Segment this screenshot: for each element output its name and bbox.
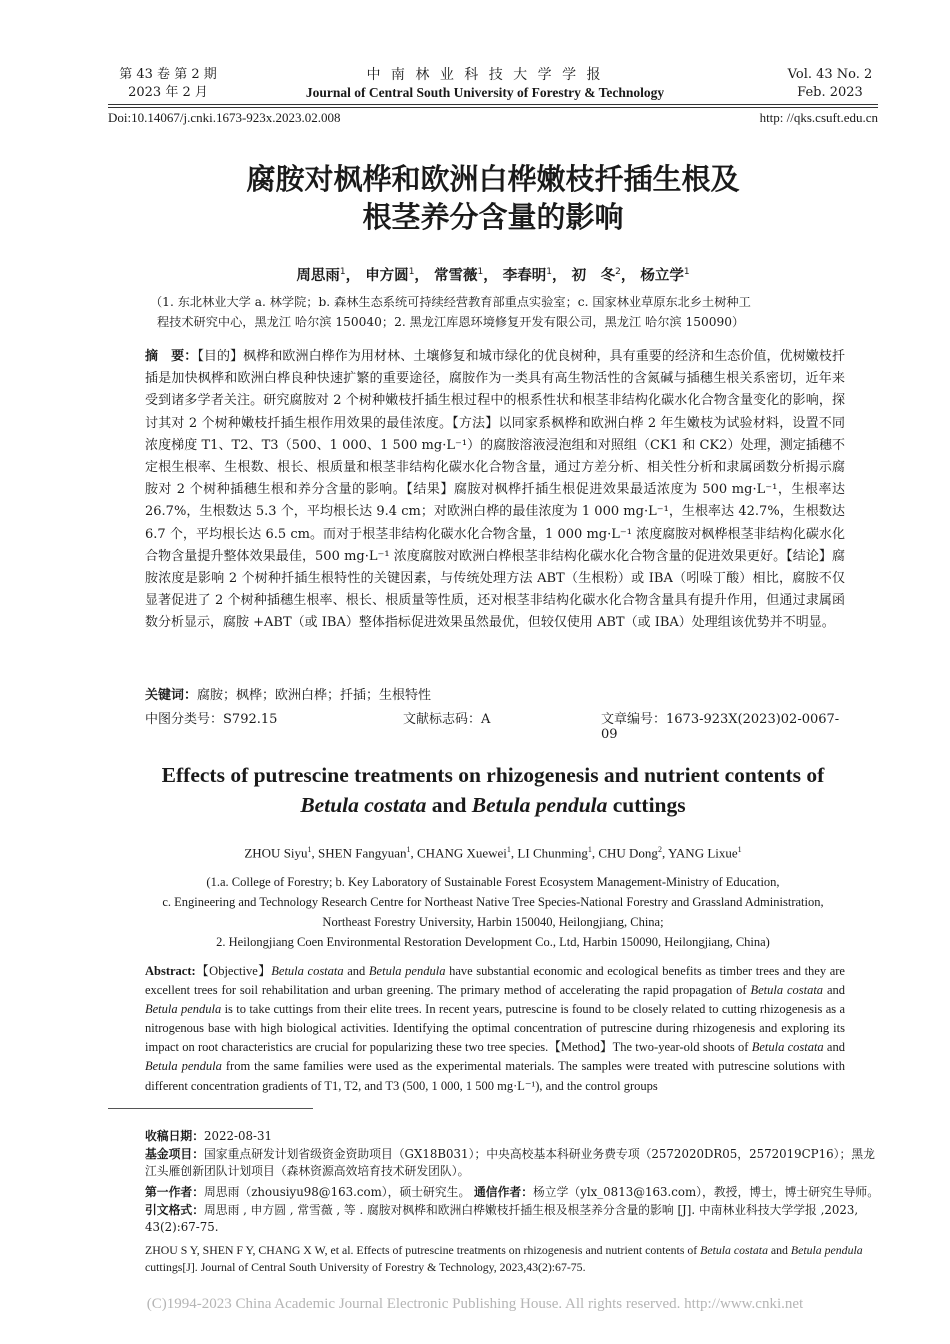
abstract-zh	[145, 346, 845, 635]
footnote-citation-en	[145, 1242, 880, 1276]
author-name: 周思雨	[296, 268, 340, 284]
author-name-en: LI Chunming	[517, 845, 588, 861]
abstract-en-segment: is to take cuttings from their elite trees. In recent years, putrescine is found to be closely related to cutting rhizogenesis as a nitrogenous base with high biological activities. Identifying the optimal concentration of putrescine during rhizogenesis and exploring its impact on root characteristics are crucial for popularizing these two tree species.【Method】The two-year-old shoots of	[145, 1002, 845, 1055]
author-affil-mark: 2	[615, 267, 621, 278]
author-affil-mark: 1	[339, 267, 346, 278]
clc-value: S792.15	[223, 712, 278, 727]
author-affil-mark: 1	[546, 267, 553, 278]
abstract-en-label: Abstract:	[145, 964, 196, 978]
species-name: Betula costata	[300, 793, 427, 817]
species-name: Betula costata	[700, 1243, 768, 1257]
article-title-en	[108, 760, 878, 820]
affiliation-en-line: c. Engineering and Technology Research Centre for Northeast Native Tree Species-National Forestry and Grassland Administration,	[162, 895, 824, 909]
corresponding-author-label: 通信作者：	[474, 1185, 533, 1199]
species-name: Betula pendula	[790, 1243, 863, 1257]
abstract-en-segment: have substantial economic and ecological benefits as timber trees and they are excellent trees for soil rehabilitation and urban greening. The primary method of accelerating the rapid propagation of	[145, 964, 845, 998]
abstract-en-segment: and	[343, 964, 369, 978]
author-name: 申方圆	[365, 268, 409, 284]
received-label: 收稿日期：	[145, 1129, 204, 1143]
author-affil-mark: 1	[683, 267, 690, 278]
header-journal	[250, 66, 720, 102]
article-number-value: 1673-923X(2023)02-0067-09	[601, 712, 840, 742]
first-author-text: 周思雨（zhousiyu98@163.com），硕士研究生。	[204, 1185, 471, 1199]
citation-en-conjunction: and	[767, 1243, 791, 1257]
author-affil-mark: 1	[477, 267, 484, 278]
article-number-label: 文章编号：	[601, 712, 667, 727]
doi-link[interactable]: Doi:10.14067/j.cnki.1673-923x.2023.02.008	[108, 110, 341, 125]
species-name: Betula pendula	[368, 964, 446, 978]
header-volume-issue-en: Vol. 43 No. 2	[787, 67, 873, 82]
header-rule-thick	[108, 104, 878, 105]
received-date: 2022-08-31	[204, 1129, 273, 1143]
clc-label: 中图分类号：	[145, 712, 224, 727]
article-title-zh-line1: 腐胺对枫桦和欧洲白桦嫩枝扦插生根及	[246, 162, 740, 196]
header-rule-thin	[108, 107, 878, 108]
abstract-zh-text: 【目的】枫桦和欧洲白桦作为用材林、土壤修复和城市绿化的优良树种，具有重要的经济和生态价值，优树嫩枝扦插是加快枫桦和欧洲白桦良种快速扩繁的重要途径，腐胺作为一类具有高生物活性的含氮碱与插穗生根关系密切，近年来受到诸多学者关注。研究腐胺对 2 个树种嫩枝扦插生根过程中的根系性状和根茎非结构化碳水化合物含量变化的影响，探讨其对 2 个树种嫩枝扦插生根作用效果的最佳浓度。【方法】以同家系枫桦和欧洲白桦 2 年生嫩枝为试验材料，设置不同浓度梯度 T1、T2、T3（500、1 000、1 500 mg·L⁻¹）的腐胺溶液浸泡组和对照组（CK1 和 CK2）处理，测定插穗不定根生根率、生根数、根长、根质量和根茎非结构化碳水化合物含量，通过方差分析、相关性分析和隶属函数分析揭示腐胺对 2 个树种插穗生根和养分含量的影响。【结果】腐胺对枫桦扦插生根促进效果最适浓度为 500 mg·L⁻¹，生根率达 26.7%，生根数达 5.3 个，平均根长达 9.4 cm；对欧洲白桦的最佳浓度为 1 000 mg·L⁻¹，生根率达 42.7%，生根数达 6.7 个，平均根长达 6.5 cm。而对于根茎非结构化碳水化合物含量，1 000 mg·L⁻¹ 浓度腐胺对枫桦根茎非结构化碳水化合物含量提升整体效果最佳，500 mg·L⁻¹ 浓度腐胺对欧洲白桦根茎非结构化碳水化合物含量的促进效果更好。【结论】腐胺浓度是影响 2 个树种扦插生根特性的关键因素，与传统处理方法 ABT（生根粉）或 IBA（吲哚丁酸）相比，腐胺不仅显著促进了 2 个树种插穗生根率、根长、根质量等性质，还对根茎非结构化碳水化合物含量具有提升作用，但通过隶属函数分析显示，腐胺 +ABT（或 IBA）整体指标促进效果虽然最优，但较仅使用 ABT（或 IBA）处理组该优势并不明显。	[145, 349, 845, 631]
species-name: Betula pendula	[471, 793, 608, 817]
author-affil-mark: 1	[307, 845, 312, 854]
citation-en-part2: cuttings[J]. Journal of Central South University of Forestry & Technology, 2023,43(2):67-75.	[145, 1260, 586, 1274]
header-volume-zh	[108, 66, 228, 102]
author-name-en: CHU Dong	[598, 845, 658, 861]
footnote-authors	[145, 1184, 880, 1201]
affiliation-zh	[150, 292, 870, 332]
journal-name-en: Journal of Central South University of Forestry & Technology	[305, 85, 665, 100]
abstract-en-segment: and	[823, 1040, 845, 1055]
header-date-zh: 2023 年 2 月	[128, 85, 208, 100]
species-name: Betula pendula	[145, 1002, 222, 1017]
abstract-zh-label: 摘 要：	[145, 349, 198, 364]
header-date-en: Feb. 2023	[797, 85, 863, 100]
article-title-en-line2	[108, 790, 878, 820]
keywords-zh-label: 关键词：	[145, 688, 198, 703]
abstract-en	[145, 962, 845, 1096]
article-title-zh-line2: 根茎养分含量的影响	[362, 200, 624, 234]
first-author-label: 第一作者：	[145, 1185, 204, 1199]
author-name-en: ZHOU Siyu	[244, 845, 308, 861]
article-title-zh	[108, 160, 878, 236]
abstract-en-text	[145, 964, 845, 1093]
fund-label: 基金项目：	[145, 1147, 204, 1161]
article-title-en-line1: Effects of putrescine treatments on rhizogenesis and nutrient contents of	[161, 763, 825, 787]
footnote-rule	[108, 1108, 313, 1109]
title-conjunction: and	[426, 793, 472, 817]
affiliation-en-line: Northeast Forestry University, Harbin 150040, Heilongjiang, China;	[322, 915, 664, 929]
author-affil-mark: 1	[737, 845, 742, 854]
footnote-citation-zh	[145, 1202, 880, 1236]
abstract-en-segment: 【Objective】	[195, 964, 272, 978]
author-name-en: SHEN Fangyuan	[318, 845, 407, 861]
author-name: 常雪薇	[433, 268, 478, 284]
doc-code-value: A	[481, 712, 491, 727]
author-affil-mark: 1	[408, 267, 415, 278]
author-affil-mark: 1	[587, 845, 592, 854]
author-name-en: CHANG Xuewei	[417, 845, 507, 861]
title-tail: cuttings	[607, 793, 686, 817]
affiliation-en-line: (1.a. College of Forestry; b. Key Laboratory of Sustainable Forest Ecosystem Management-Ministry of Education,	[206, 875, 780, 889]
affiliation-en-line: 2. Heilongjiang Coen Environmental Restoration Development Co., Ltd, Harbin 150090, Heilongjiang, China)	[216, 935, 770, 949]
author-affil-mark: 1	[406, 845, 411, 854]
citation-zh-text: 周思雨 , 申方圆 , 常雪薇 , 等 . 腐胺对枫桦和欧洲白桦嫩枝扦插生根及根茎养分含量的影响 [J]. 中南林业科技大学学报 ,2023, 43(2):67-75.	[145, 1203, 859, 1234]
species-name: Betula pendula	[145, 1059, 222, 1074]
journal-url-link[interactable]: http: //qks.csuft.edu.cn	[759, 110, 878, 125]
citation-label: 引文格式：	[145, 1203, 204, 1217]
cnki-watermark: (C)1994-2023 China Academic Journal Electronic Publishing House. All rights reserved. http://www.cnki.net	[146, 1296, 804, 1312]
author-name: 李春明	[502, 268, 547, 284]
author-name: 初 冬	[571, 268, 616, 284]
header-volume-issue-zh: 第 43 卷 第 2 期	[119, 67, 217, 82]
citation-en-part1: ZHOU S Y, SHEN F Y, CHANG X W, et al. Effects of putrescine treatments on rhizogenesis and nutrient contents of	[145, 1243, 701, 1257]
clc-number	[145, 708, 277, 727]
fund-text: 国家重点研发计划省级资金资助项目（GX18B031）；中央高校基本科研业务费专项（2572020DR05，2572019CP16）；黑龙江头雁创新团队计划项目（森林资源高效培育技术研发团队）。	[145, 1147, 875, 1178]
keywords-zh	[145, 684, 845, 703]
species-name: Betula costata	[751, 1040, 824, 1055]
journal-name-zh: 中 南 林 业 科 技 大 学 学 报	[366, 67, 604, 83]
footnote-fund	[145, 1146, 880, 1180]
authors-en: ZHOU Siyu$^1$, SHEN Fangyuan$^1$, CHANG Xuewei$^1$, LI Chunming$^1$, CHU Dong$^2$, YANG Lixue$^1$	[244, 845, 742, 861]
abstract-en-segment: and	[823, 983, 845, 998]
affiliation-en	[108, 872, 878, 952]
footnote-received	[145, 1128, 880, 1145]
keywords-zh-text: 腐胺；枫桦；欧洲白桦；扦插；生根特性	[197, 688, 432, 703]
author-affil-mark: 1	[506, 845, 511, 854]
doc-code-label: 文献标志码：	[403, 712, 482, 727]
author-name-en: YANG Lixue	[667, 845, 738, 861]
species-name: Betula costata	[750, 983, 824, 998]
affiliation-zh-line: （1. 东北林业大学 a. 林学院；b. 森林生态系统可持续经营教育部重点实验室；c. 国家林业草原东北乡土树种工	[150, 295, 751, 309]
article-number	[601, 708, 845, 742]
species-name: Betula costata	[271, 964, 344, 978]
author-name: 杨立学	[640, 268, 684, 284]
abstract-en-segment: from the same families were used as the experimental materials. The samples were treated with putrescine solutions with different concentration gradients of T1, T2, and T3 (500, 1 000, 1 500 mg·L⁻¹), and the control groups	[145, 1059, 845, 1093]
document-code	[403, 708, 490, 727]
authors-zh: 周思雨$^1$， 申方圆$^1$， 常雪薇$^1$， 李春明$^1$， 初 冬$^2$， 杨立学$^1$	[296, 267, 690, 284]
header-volume-en	[775, 66, 885, 102]
corresponding-author-text: 杨立学（ylx_0813@163.com），教授，博士，博士研究生导师。	[533, 1185, 880, 1199]
affiliation-zh-line: 程技术研究中心，黑龙江 哈尔滨 150040；2. 黑龙江库恩环境修复开发有限公司，黑龙江 哈尔滨 150090）	[157, 315, 745, 329]
author-affil-mark: 2	[657, 845, 662, 854]
